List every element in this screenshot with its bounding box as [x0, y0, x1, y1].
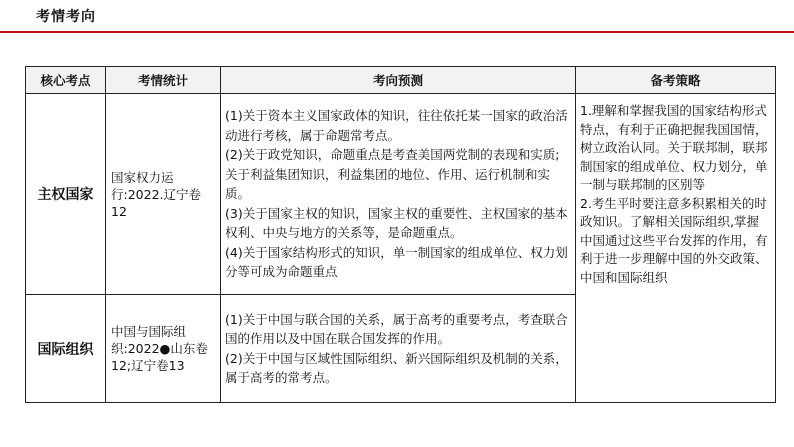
forecast-item: (2)关于政党知识，命题重点是考查美国两党制的表现和实质;关于利益集团知识，利益集团的地位、作用、运行机制和实质。 — [225, 147, 560, 202]
column-header: 核心考点 — [26, 67, 106, 94]
column-header: 考向预测 — [221, 67, 576, 94]
core-topic-cell: 国际组织 — [26, 295, 106, 403]
strategy-item: 1.理解和掌握我国的国家结构形式特点，有利于正确把握我国国情，树立政治认同。关于联邦制，联邦制国家的组成单位、权力划分，单一制与联邦制的区别等 — [580, 103, 768, 192]
forecast-item: (1)关于资本主义国家政体的知识，往往依托某一国家的政治活动进行考核，属于命题常考点。 — [225, 108, 568, 143]
exam-analysis-table — [25, 66, 776, 403]
table-header-row — [26, 67, 776, 94]
header-divider — [0, 31, 794, 33]
column-header: 考情统计 — [106, 67, 221, 94]
page-title: 考情考向 — [36, 9, 96, 25]
exam-stat-cell: 国家权力运行:2022.辽宁卷12 — [106, 94, 221, 295]
forecast-cell — [221, 94, 576, 295]
column-header: 备考策略 — [576, 67, 776, 94]
exam-stat-cell: 中国与国际组织:2022●山东卷12;辽宁卷13 — [106, 295, 221, 403]
table-row — [26, 94, 776, 295]
forecast-item: (4)关于国家结构形式的知识，单一制国家的组成单位、权力划分等可成为命题重点 — [225, 244, 568, 280]
forecast-item: (1)关于中国与联合国的关系，属于高考的重要考点，考查联合国的作用以及中国在联合国发挥的作用。 — [225, 311, 568, 346]
strategy-item: 2.考生平时要注意多积累相关的时政知识。了解相关国际组织,掌握中国通过这些平台发挥的作用，有利于进一步理解中国的外交政策、中国和国际组织 — [580, 195, 768, 285]
forecast-item: (3)关于国家主权的知识，国家主权的重要性、主权国家的基本权利、中央与地方的关系等，是命题重点。 — [225, 205, 568, 241]
forecast-cell — [221, 295, 576, 403]
core-topic-cell: 主权国家 — [26, 94, 106, 295]
forecast-item: (2)关于中国与区域性国际组织、新兴国际组织及机制的关系，属于高考的常考点。 — [225, 350, 568, 385]
strategy-cell — [576, 94, 776, 403]
